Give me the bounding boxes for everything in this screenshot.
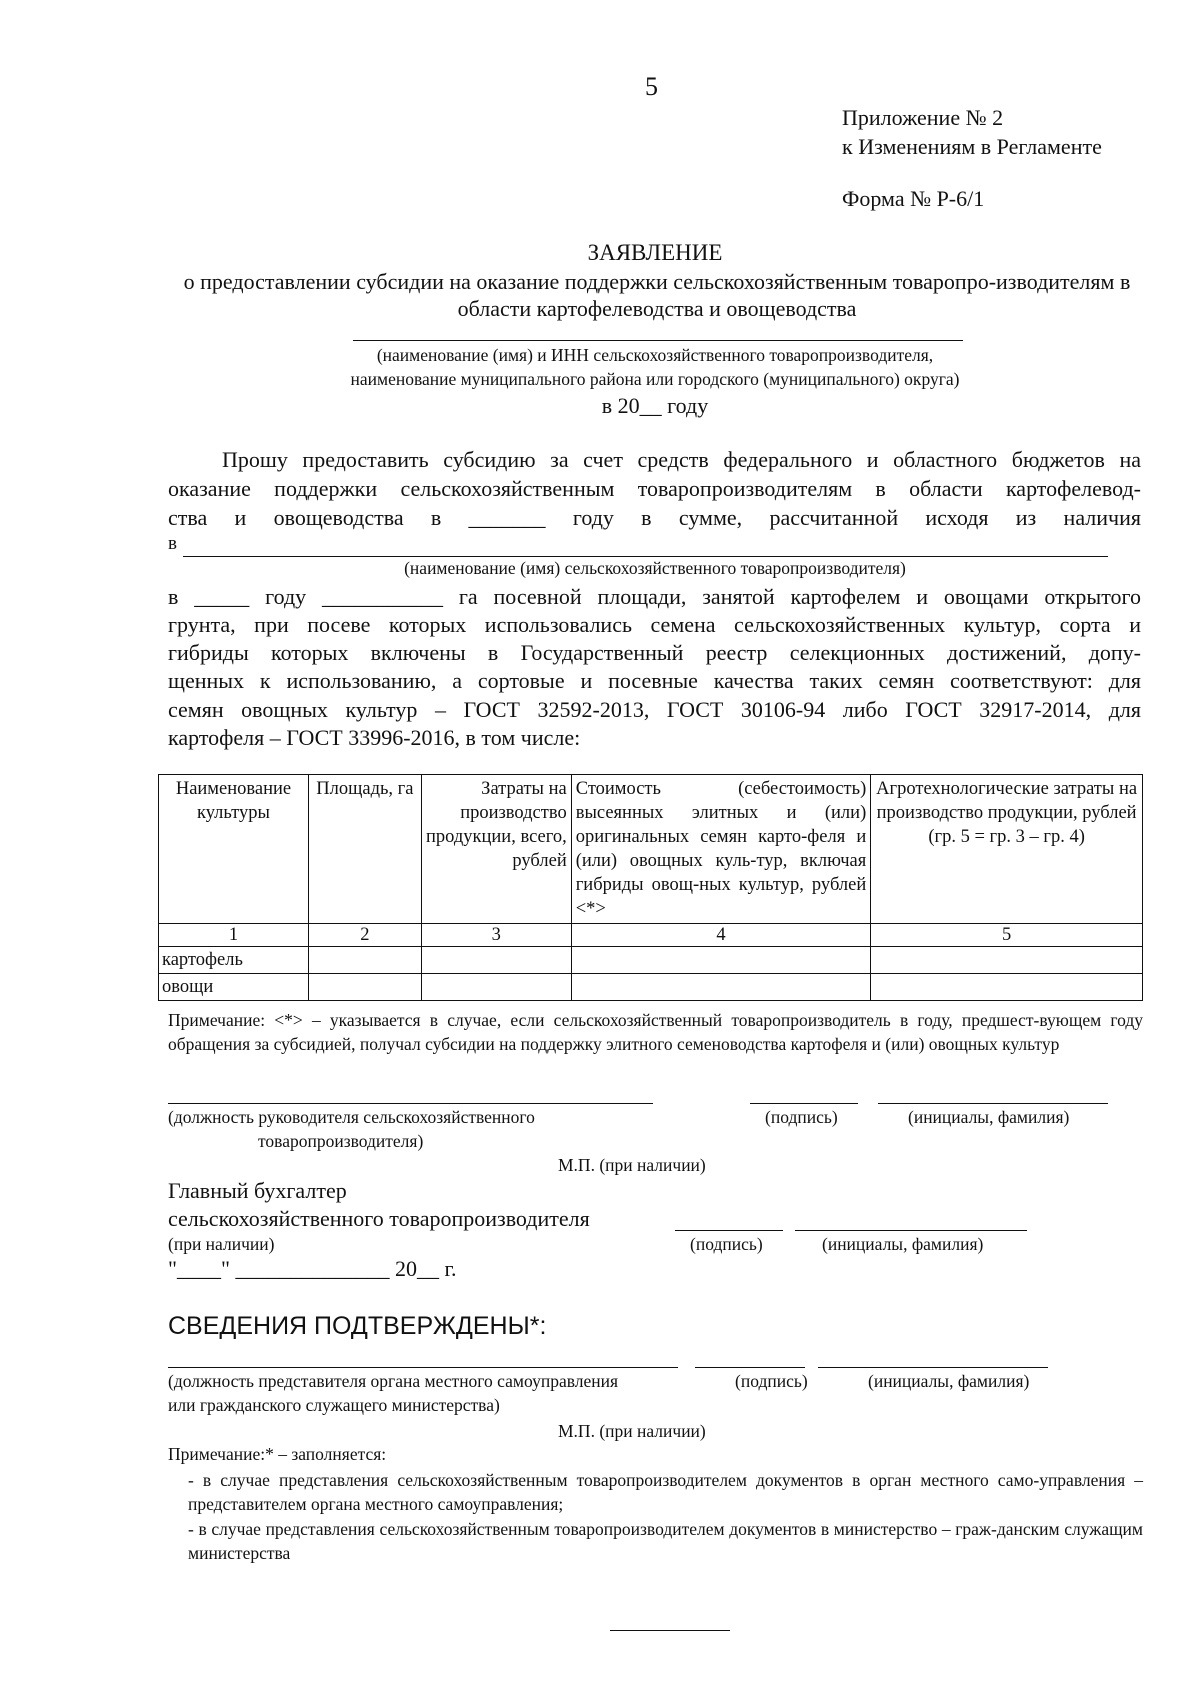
final-note-item1: - в случае представления сельскохозяйственным товаропроизводителем документов в орган местного само-управления – представителем органа местного самоуправления; — [188, 1470, 1143, 1514]
area-cell[interactable] — [308, 974, 421, 1001]
director-initials-field[interactable] — [878, 1103, 1108, 1104]
representative-signature-field[interactable] — [695, 1367, 805, 1368]
accountant-title-line1: Главный бухгалтер — [168, 1178, 347, 1203]
paragraph2-line3: гибриды которых включены в Государственный реестр селекционных достижений, допу- — [168, 640, 1141, 665]
appendix-reference — [842, 103, 1102, 161]
total-costs-cell[interactable] — [421, 947, 571, 974]
table-row — [159, 974, 1143, 1001]
agrotech-costs-cell[interactable] — [871, 947, 1143, 974]
agrotech-costs-cell[interactable] — [871, 974, 1143, 1001]
producer-name-field[interactable] — [353, 340, 963, 341]
paragraph2-line6: картофеля – ГОСТ 33996-2016, в том числе: — [168, 725, 581, 750]
paragraph1-line3: ства и овощеводства в _______ году в сумме, рассчитанной исходя из наличия — [168, 505, 1141, 530]
representative-initials-caption: (инициалы, фамилия) — [868, 1371, 1030, 1391]
director-stamp-caption: М.П. (при наличии) — [558, 1155, 706, 1175]
header-caption-line1: (наименование (имя) и ИНН сельскохозяйственного товаропроизводителя, — [376, 345, 934, 365]
table-header-row — [159, 775, 1143, 924]
seed-cost-cell[interactable] — [571, 974, 871, 1001]
accountant-signature-caption: (подпись) — [690, 1234, 763, 1254]
form-number: Форма № Р-6/1 — [842, 186, 985, 211]
paragraph1-line2: оказание поддержки сельскохозяйственным товаропроизводителям в области картофелевод- — [168, 476, 1141, 501]
subsidy-table — [158, 774, 1143, 1001]
paragraph2-line2: грунта, при посеве которых использовались семена сельскохозяйственных культур, сорта и — [168, 612, 1141, 637]
page-number: 5 — [645, 72, 658, 101]
representative-initials-field[interactable] — [818, 1367, 1048, 1368]
paragraph2-line5: семян овощных культур – ГОСТ 32592-2013, ГОСТ 30106-94 либо ГОСТ 32917-2014, для — [168, 697, 1141, 722]
table-row — [159, 947, 1143, 974]
column-number: 2 — [308, 924, 421, 947]
year-line: в 20__ году — [601, 393, 709, 418]
director-signature-caption: (подпись) — [765, 1107, 838, 1127]
director-position-caption-line2: товаропроизводителя) — [258, 1131, 424, 1151]
header-agrotech-costs: Агротехнологические затраты на производство продукции, рублей (гр. 5 = гр. 3 – гр. 4) — [871, 775, 1143, 924]
column-number: 5 — [871, 924, 1143, 947]
bottom-divider — [610, 1630, 730, 1631]
crop-name-cell: овощи — [159, 974, 309, 1001]
director-initials-caption: (инициалы, фамилия) — [908, 1107, 1070, 1127]
seed-cost-cell[interactable] — [571, 947, 871, 974]
confirmed-heading: СВЕДЕНИЯ ПОДТВЕРЖДЕНЫ*: — [168, 1312, 547, 1340]
header-total-costs: Затраты на производство продукции, всего, рублей — [421, 775, 571, 924]
area-cell[interactable] — [308, 947, 421, 974]
table-note: Примечание: <*> – указывается в случае, если сельскохозяйственный товаропроизводитель в году, предшест-вующем году обращения за субсидией, получал субсидии на поддержку элитного семеноводства картофеля и (или) овощных культур — [168, 1010, 1143, 1054]
header-area: Площадь, га — [308, 775, 421, 924]
column-number: 4 — [571, 924, 871, 947]
director-position-field[interactable] — [168, 1103, 653, 1104]
paragraph2-line1: в _____ году ___________ га посевной площади, занятой картофелем и овощами открытого — [168, 584, 1141, 609]
accountant-initials-field[interactable] — [795, 1230, 1027, 1231]
accountant-title-line2: сельскохозяйственного товаропроизводителя — [168, 1206, 590, 1231]
producer-caption: (наименование (имя) сельскохозяйственного товаропроизводителя) — [404, 558, 906, 578]
header-seed-cost: Стоимость (себестоимость) высеянных элитных и (или) оригинальных семян карто-феля и (или) овощных куль-тур, включая гибриды овощ-ных культур, рублей <*> — [571, 775, 871, 924]
representative-position-caption-line1: (должность представителя органа местного самоуправления — [168, 1371, 619, 1391]
document-title: ЗАЯВЛЕНИЕ — [587, 240, 723, 265]
total-costs-cell[interactable] — [421, 974, 571, 1001]
recipient-name-field[interactable] — [183, 556, 1108, 557]
appendix-line1: Приложение № 2 — [842, 105, 1004, 130]
paragraph2-line4: щенных к использованию, а сортовые и посевные качества таких семян соответствуют: для — [168, 668, 1141, 693]
representative-signature-caption: (подпись) — [735, 1371, 808, 1391]
crop-name-cell: картофель — [159, 947, 309, 974]
representative-position-caption-line2: или гражданского служащего министерства) — [168, 1395, 500, 1415]
header-crop-name: Наименование культуры — [159, 775, 309, 924]
final-note-item2: - в случае представления сельскохозяйственным товаропроизводителем документов в министерство – граж-данским служащим министерства — [188, 1519, 1143, 1563]
representative-stamp-caption: М.П. (при наличии) — [558, 1421, 706, 1441]
director-position-caption-line1: (должность руководителя сельскохозяйственного — [168, 1107, 535, 1127]
accountant-title-line3: (при наличии) — [168, 1234, 275, 1254]
document-subtitle: о предоставлении субсидии на оказание поддержки сельскохозяйственным товаропро-изводителям в области картофелеводства и овощеводства — [183, 269, 1131, 321]
accountant-signature-field[interactable] — [675, 1230, 783, 1231]
accountant-initials-caption: (инициалы, фамилия) — [822, 1234, 984, 1254]
column-number: 1 — [159, 924, 309, 947]
appendix-line2: к Изменениям в Регламенте — [842, 134, 1102, 159]
table-number-row — [159, 924, 1143, 947]
accountant-date-field[interactable]: "____" ______________ 20__ г. — [168, 1256, 457, 1281]
paragraph1-line1: Прошу предоставить субсидию за счет средств федерального и областного бюджетов на — [222, 447, 1141, 472]
column-number: 3 — [421, 924, 571, 947]
header-caption-line2: наименование муниципального района или городского (муниципального) округа) — [350, 369, 960, 389]
paragraph1-line4-prefix: в — [168, 533, 177, 554]
representative-position-field[interactable] — [168, 1367, 678, 1368]
director-signature-field[interactable] — [750, 1103, 858, 1104]
final-note-heading: Примечание:* – заполняется: — [168, 1444, 387, 1464]
